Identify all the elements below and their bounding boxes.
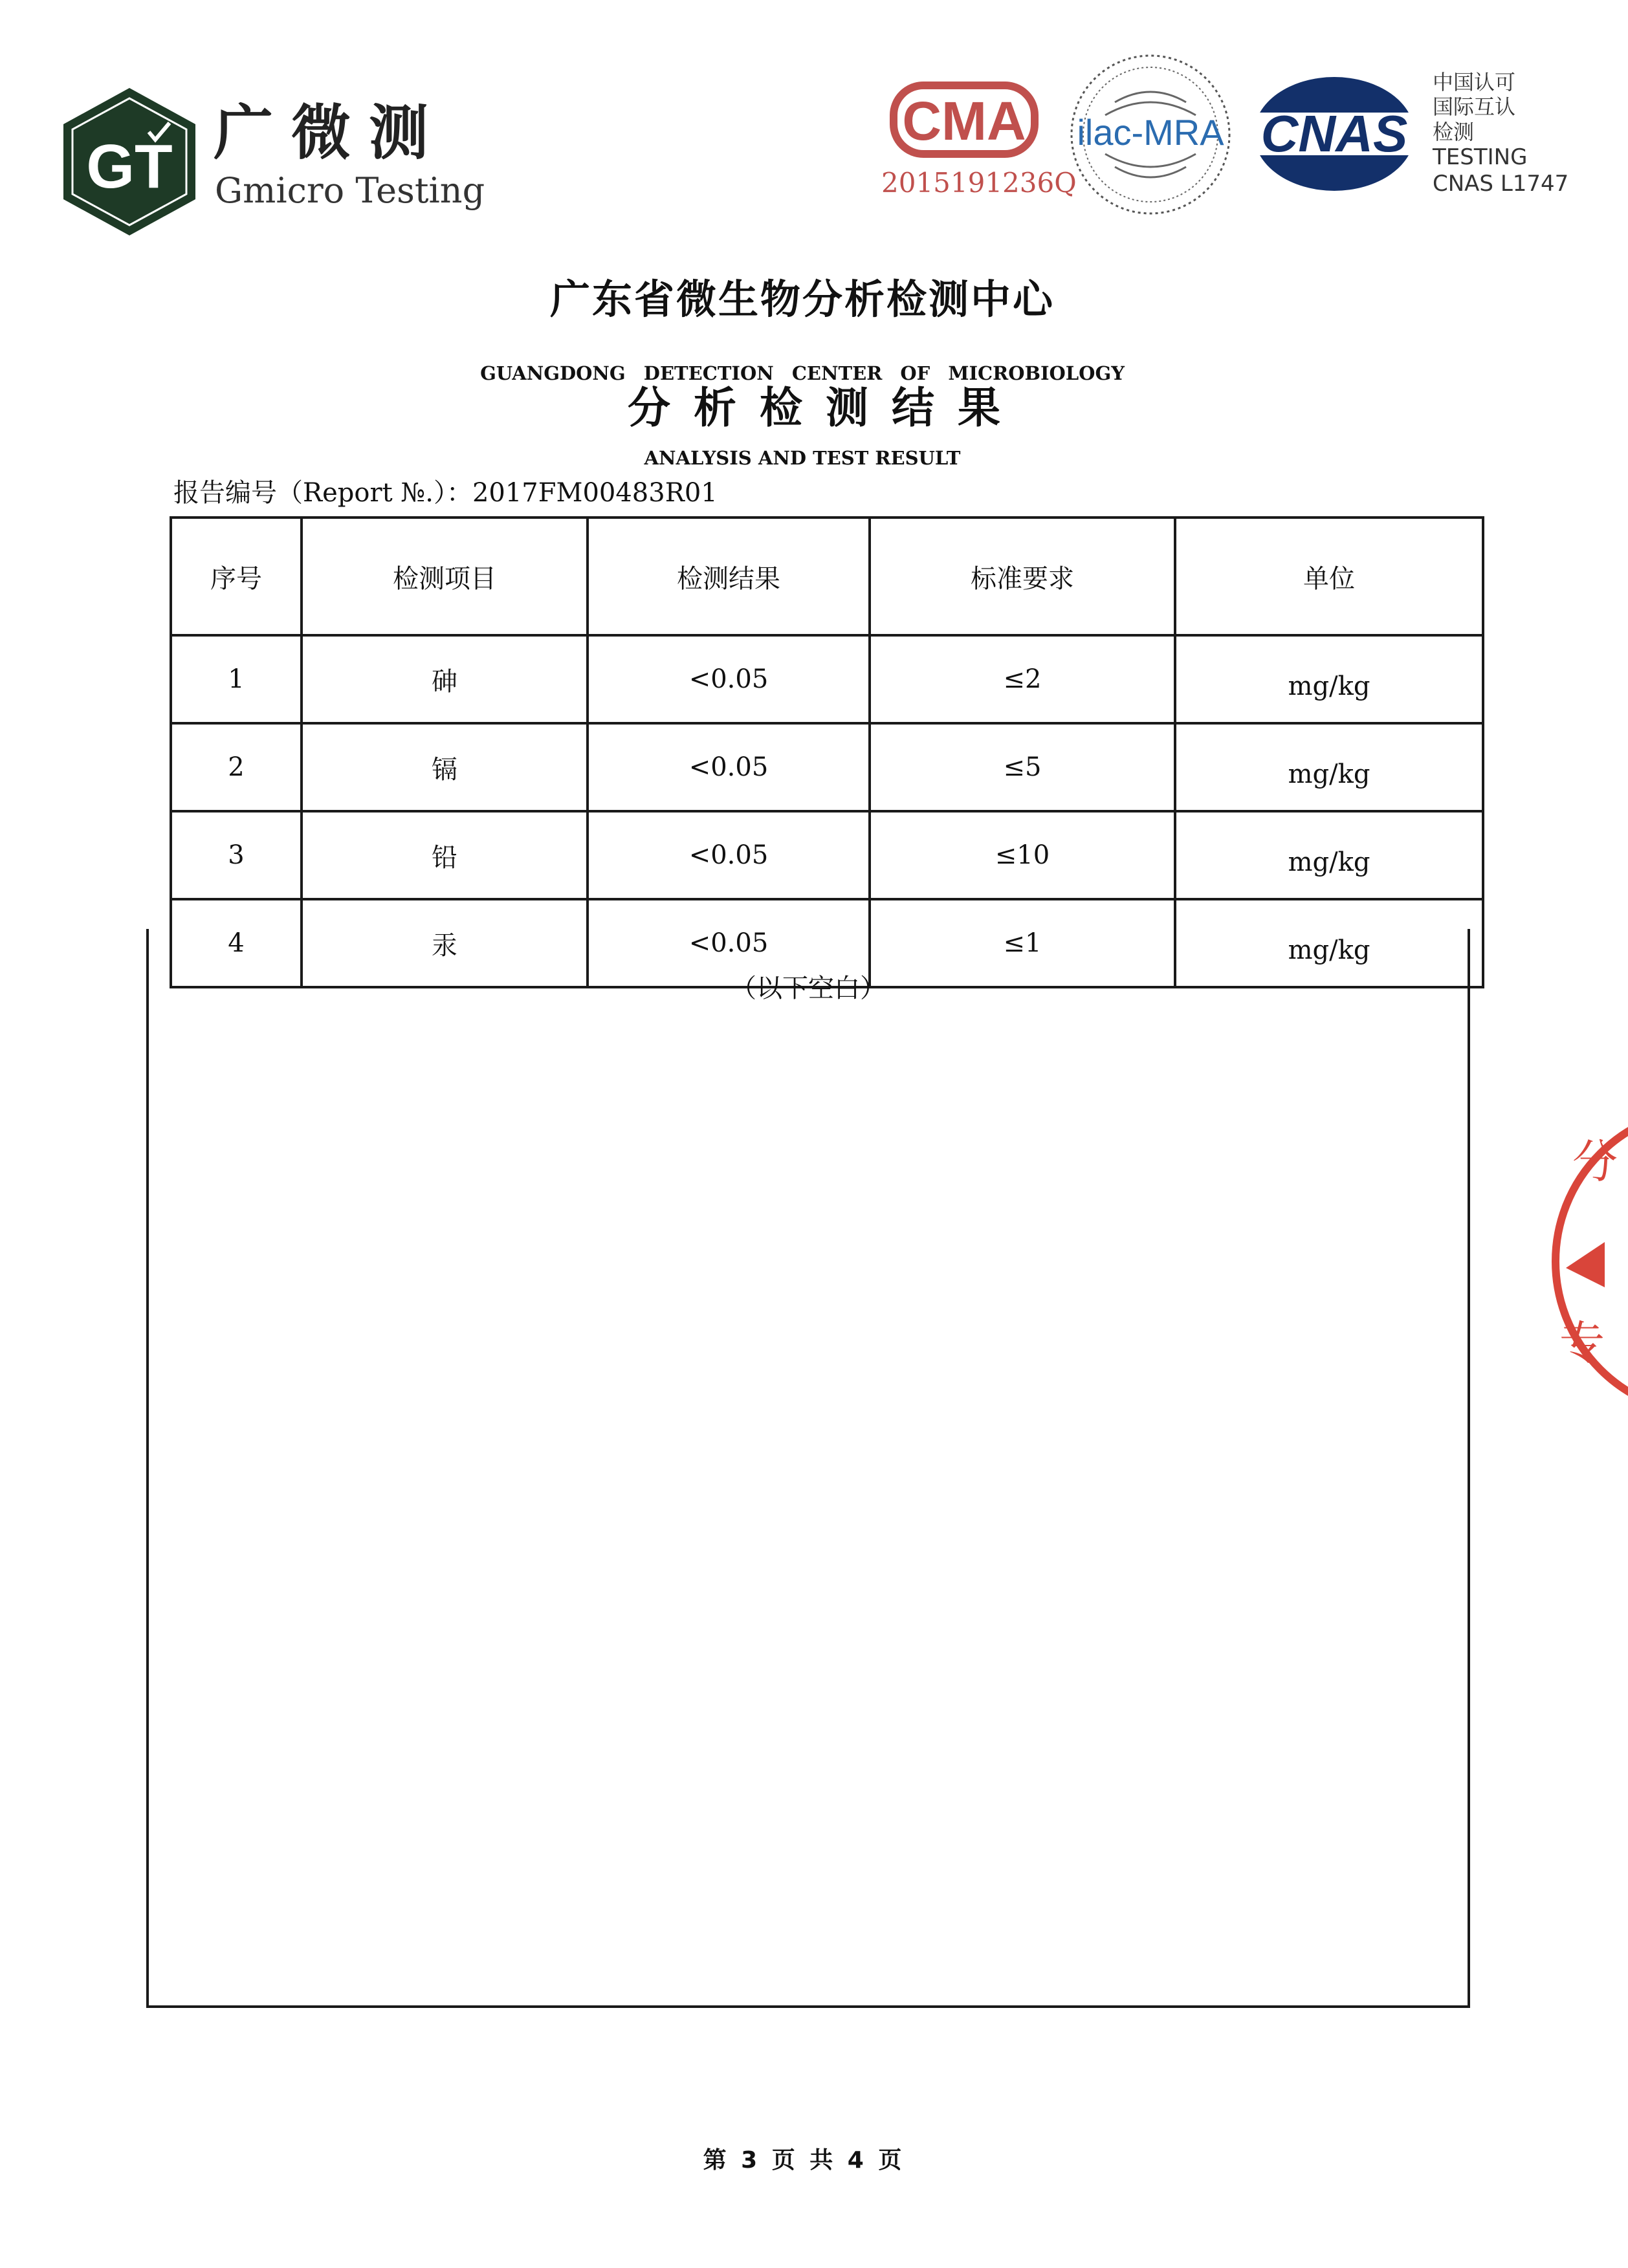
cma-certification-logo-icon xyxy=(890,78,1039,162)
cell-standard: ≤10 xyxy=(870,811,1175,899)
official-seal-stamp-icon xyxy=(1540,1100,1618,1423)
cnas-mark: CNAS xyxy=(1260,105,1408,162)
ilac-mark: ilac-MRA xyxy=(1077,112,1224,153)
cell-serial: 4 xyxy=(171,899,302,987)
cnas-line: CNAS L1747 xyxy=(1433,170,1569,197)
ilac-mra-logo-icon xyxy=(1066,50,1235,219)
cnas-accreditation-text xyxy=(1433,70,1568,197)
cell-serial: 2 xyxy=(171,723,302,811)
cell-test-result: <0.05 xyxy=(588,723,870,811)
table-row xyxy=(171,811,1483,899)
header-test-item: 检测项目 xyxy=(302,518,588,635)
cell-test-result: <0.05 xyxy=(588,635,870,723)
table-row xyxy=(171,635,1483,723)
cell-serial: 3 xyxy=(171,811,302,899)
brand-name-cn: 广微测 xyxy=(214,98,447,168)
organization-title-cn: 广东省微生物分析检测中心 xyxy=(549,276,1055,323)
cell-unit: mg/kg xyxy=(1175,811,1483,899)
header-standard: 标准要求 xyxy=(870,518,1175,635)
cell-unit: mg/kg xyxy=(1175,635,1483,723)
cell-test-item: 镉 xyxy=(302,723,588,811)
header-unit: 单位 xyxy=(1175,518,1483,635)
cell-test-item: 铅 xyxy=(302,811,588,899)
cnas-line: 检测 xyxy=(1433,119,1475,144)
cell-serial: 1 xyxy=(171,635,302,723)
cnas-logo-icon xyxy=(1250,72,1418,195)
organization-title-en: GUANGDONG DETECTION CENTER OF MICROBIOLOGY xyxy=(480,362,1125,384)
table-header-row xyxy=(171,518,1483,635)
cell-unit: mg/kg xyxy=(1175,723,1483,811)
blank-area-box xyxy=(146,929,1470,2008)
brand-name-en: Gmicro Testing xyxy=(215,170,485,211)
blank-below-note: （以下空白） xyxy=(731,974,886,1003)
cell-test-result: <0.05 xyxy=(588,811,870,899)
cnas-line: TESTING xyxy=(1433,144,1528,171)
cell-test-result: <0.05 xyxy=(588,899,870,987)
result-table xyxy=(170,516,1484,988)
header-serial: 序号 xyxy=(171,518,302,635)
report-title-cn: 分析检测结果 xyxy=(628,383,1024,433)
cnas-line: 国际互认 xyxy=(1433,94,1516,120)
cell-standard: ≤5 xyxy=(870,723,1175,811)
cell-standard: ≤1 xyxy=(870,899,1175,987)
cma-mark: CMA xyxy=(902,91,1026,151)
svg-text:分: 分 xyxy=(1572,1135,1618,1188)
page-number: 第 3 页 共 4 页 xyxy=(703,2147,902,2174)
cell-test-item: 汞 xyxy=(302,899,588,987)
report-number: 报告编号（Report №.）：2017FM00483R01 xyxy=(173,478,718,508)
table-row xyxy=(171,723,1483,811)
cnas-line: 中国认可 xyxy=(1433,70,1516,94)
svg-text:专: 专 xyxy=(1559,1316,1605,1369)
gt-logo-letters: GT xyxy=(86,132,173,201)
header-test-result: 检测结果 xyxy=(588,518,870,635)
report-title-en: ANALYSIS AND TEST RESULT xyxy=(644,447,961,469)
gt-brand-logo-icon xyxy=(58,84,201,239)
cell-standard: ≤2 xyxy=(870,635,1175,723)
cma-certificate-number: 2015191236Q xyxy=(881,167,1077,199)
cell-unit: mg/kg xyxy=(1175,899,1483,987)
cell-test-item: 砷 xyxy=(302,635,588,723)
